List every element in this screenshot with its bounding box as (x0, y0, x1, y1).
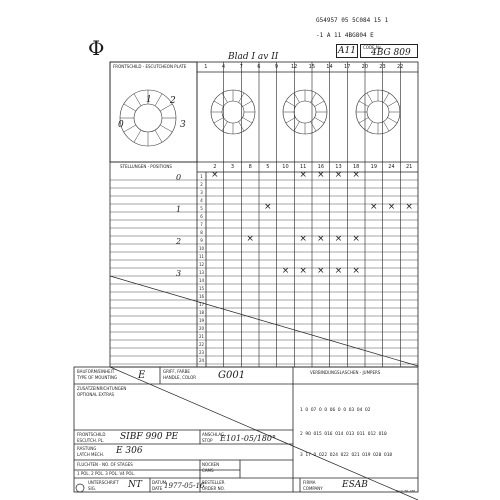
top-number-cell: 23 (379, 64, 386, 70)
company-logo: Φ (88, 36, 105, 60)
contact-number-cell: 2 (213, 164, 217, 170)
jumper-row-2: 2 9O O15 O16 O14 O13 O11 O12 O10 (300, 432, 387, 437)
jumper-row-1: 1 O O7 O O O6 O O O3 O4 O2 (300, 408, 371, 413)
top-number-cell: 9 (274, 64, 279, 70)
top-number-cell: 20 (361, 64, 369, 70)
row-number: 10 (198, 245, 205, 251)
row-number: 1 (200, 173, 203, 179)
contact-number-cell: 21 (405, 164, 413, 170)
handle-label: GRIFF, FARBE HANDLE, COLOR (163, 369, 197, 380)
reference-line-1: G54957 05 5C084 15 1 (316, 17, 389, 24)
contact-number-cell: 19 (370, 164, 378, 170)
row-number: 6 (200, 213, 203, 219)
row-number: 18 (198, 309, 205, 315)
row-number: 13 (198, 269, 205, 275)
jumper-row-3: 3 17 O O22 O24 O22 O21 O19 O20 O18 (300, 453, 393, 458)
signature-label: UNTERSCHRIFT SIG. (88, 480, 119, 491)
row-number: 16 (198, 293, 205, 299)
row-number: 23 (198, 349, 205, 355)
contact-mark: × (405, 202, 413, 212)
dial-tick (311, 122, 317, 132)
contact-mark: × (387, 202, 396, 212)
position-label: 2 (176, 237, 182, 246)
top-number-cell: 17 (343, 64, 351, 70)
handle-value: G001 (218, 370, 246, 381)
row-number: 5 (200, 205, 203, 211)
sheet-note: Blad I av II (228, 52, 279, 62)
firm-label: FIRMA COMPANY (303, 480, 323, 491)
dial-tick (243, 118, 253, 124)
row-number: 19 (198, 317, 205, 323)
contact-number-cell: 16 (317, 164, 325, 170)
contact-mark: × (264, 202, 272, 212)
dial-tick (367, 93, 373, 103)
dial-tick (388, 118, 398, 124)
contact-mark: × (317, 234, 325, 244)
contact-mark: × (299, 170, 307, 180)
code-number-label: CODE No. (363, 45, 383, 50)
contact-number-cell: 8 (248, 164, 252, 170)
positions-label: STELLUNGEN - POSITIONS (120, 164, 172, 169)
row-number: 4 (200, 197, 203, 203)
detent-label: RASTUNG LATCH MECH. (77, 446, 105, 457)
dial-tick (134, 130, 141, 142)
contact-mark: × (281, 266, 290, 276)
dial-tick (222, 122, 228, 132)
detent-value: E 306 (116, 446, 143, 456)
contact-mark: × (299, 234, 307, 244)
escutcheon-value: SIBF 990 PE (120, 432, 179, 442)
dial-tick (214, 118, 224, 124)
stages-options: 1 POL. 2 POL. 3 POL. V4 POL. (77, 471, 136, 476)
form-number: Form 86-188 (396, 489, 416, 493)
row-number: 21 (198, 333, 205, 339)
mounting-value: E (138, 370, 146, 381)
escutcheon-plate-title: FRONTSCHILD - ESCUTCHEON PLATE (113, 64, 187, 69)
dial-tick (315, 101, 325, 107)
dial-tick (384, 122, 390, 132)
contact-mark: × (352, 170, 360, 180)
dial-tick (359, 101, 369, 107)
row-number: 12 (198, 261, 205, 267)
date-label: DATUM DATE (152, 480, 167, 491)
dial-tick (388, 101, 398, 107)
cams-label: NOCKEN CAMS (202, 462, 220, 473)
firm-value: ESAB (342, 480, 368, 490)
top-number-cell: 4 (221, 64, 226, 70)
contact-mark: × (352, 234, 360, 244)
mounting-label: BAUFORM/EINHEIT TYPE OF MOUNTING (77, 369, 118, 380)
dial-number-0: 0 (118, 120, 124, 130)
position-label: 0 (176, 173, 182, 182)
top-number-cell: 14 (326, 64, 333, 70)
dial-tick (315, 118, 325, 124)
dial-tick (294, 93, 300, 103)
top-number-cell: 22 (396, 64, 404, 70)
dial-tick (155, 130, 162, 142)
contact-number-cell: 3 (230, 164, 235, 170)
extras-label: ZUSATZEINRICHTUNGEN OPTIONAL EXTRAS (77, 386, 127, 397)
dial-number-1: 1 (146, 95, 152, 105)
escutcheon-label: FRONTSCHILD ESCUTCH. PL. (77, 432, 106, 443)
stages-label: FLUCHTEN - NO. OF STAGES (77, 462, 133, 467)
dial-tick (155, 94, 162, 106)
row-number: 24 (198, 357, 205, 363)
dial-tick (124, 125, 136, 132)
dial-tick (384, 93, 390, 103)
jumpers-label: VERBINDUNGSLASCHEN - JUMPERS (310, 370, 381, 375)
row-number: 14 (198, 277, 205, 283)
code-number-value: 4BG 809 (371, 48, 411, 58)
contact-number-cell: 11 (299, 164, 307, 170)
contact-number-cell: 18 (352, 164, 360, 170)
stop-value: E101-05/180° (220, 434, 276, 443)
dial-tick (367, 122, 373, 132)
order-label: BESTELLER ORDER NO. (202, 480, 225, 491)
dial-number-2: 2 (170, 96, 176, 106)
top-number-cell: 15 (308, 64, 316, 70)
row-number: 15 (198, 285, 205, 291)
contact-mark: × (370, 202, 378, 212)
contact-number-cell: 5 (266, 164, 270, 170)
dial-tick (214, 101, 224, 107)
contact-mark: × (334, 170, 343, 180)
dial-number-3: 3 (180, 120, 186, 130)
contact-number-cell: 24 (388, 164, 395, 170)
dial-tick (311, 93, 317, 103)
contact-number-cell: 13 (335, 164, 342, 170)
top-number-cell: 6 (257, 64, 261, 70)
position-label: 1 (176, 205, 182, 214)
model-code-box: A11 (336, 44, 358, 58)
row-number: 9 (200, 237, 203, 243)
position-label: 3 (176, 269, 182, 278)
top-number-cell: 1 (204, 64, 208, 70)
row-number: 7 (200, 221, 203, 227)
contact-mark: × (317, 266, 325, 276)
dial-tick (134, 94, 141, 106)
top-number-cell: 12 (290, 64, 298, 70)
row-number: 22 (198, 341, 205, 347)
contact-mark: × (246, 234, 254, 244)
contact-mark: × (211, 170, 219, 180)
row-number: 20 (198, 325, 205, 331)
row-number: 2 (200, 181, 203, 187)
signature-value: NT (128, 480, 142, 490)
contact-number-cell: 10 (282, 164, 289, 170)
date-value: 1977-05-16 (164, 482, 205, 490)
dial-tick (124, 104, 136, 111)
dial-tick (222, 93, 228, 103)
contact-mark: × (299, 266, 307, 276)
contact-mark: × (334, 266, 343, 276)
dial-tick (243, 101, 253, 107)
row-number: 8 (200, 229, 203, 235)
reference-line-2: -1 A 11 4BG804 E (316, 32, 374, 39)
contact-mark: × (334, 234, 343, 244)
dial-tick (294, 122, 300, 132)
top-number-cell: 7 (239, 64, 243, 70)
contact-mark: × (317, 170, 325, 180)
row-number: 3 (200, 189, 203, 195)
row-number: 17 (198, 301, 205, 307)
dial-tick (359, 118, 369, 124)
row-number: 11 (198, 253, 205, 259)
contact-mark: × (352, 266, 360, 276)
stop-label: ANSCHLAG STOP (202, 432, 225, 443)
dial-tick (160, 125, 172, 132)
